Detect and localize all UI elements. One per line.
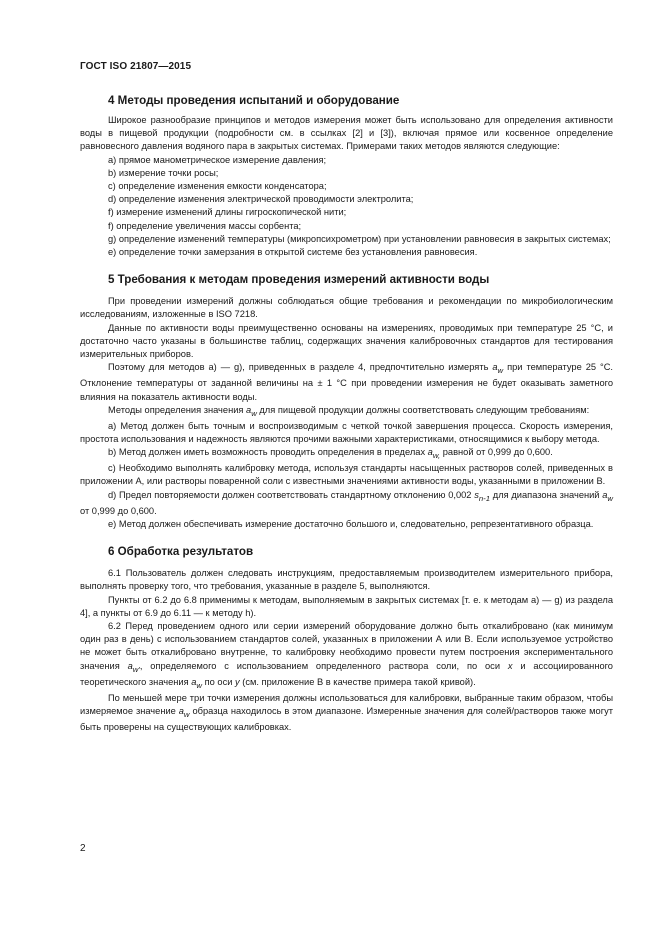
requirement-item: а) Метод должен быть точным и воспроизводимым с четкой точкой завершения процесса. Скорость измерения, простота использования и надежность являются прочими важными характеристиками, относящимися к выбору метода. — [80, 420, 613, 444]
paragraph: 6.1 Пользователь должен следовать инструкциям, предоставляемым производителем измерительного прибора, выполнять проверку того, что требования, указанные в разделе 5, выполняются. — [80, 568, 613, 592]
paragraph: Методы определения значения $a_w$ для пищевой продукции должны соответствовать следующим требованиям: — [108, 404, 590, 418]
section-4-title: 4 Методы проведения испытаний и оборудование — [108, 94, 400, 107]
method-item: а) прямое манометрическое измерение давления; — [108, 154, 327, 165]
paragraph: 6.2 Перед проведением одного или серии измерений оборудование должно быть откалибровано (как минимум один раз в день) с использованием стандартов солей, указанных в приложении А или В. Если используемое устройство не может быть откалибровано внутренне, то калибровку необходимо провести путем построения экспериментального значения $a_{w'}$, определяемого с использованием определенного раствора соли, по оси x и ассоциированного теоретического значения $a_w$ по оси y (см. приложение В в качестве примера такой кривой). — [80, 620, 613, 690]
paragraph: При проведении измерений должны соблюдаться общие требования и рекомендации по микробиологическим исследованиям, изложенные в ISO 7218. — [80, 296, 613, 320]
section-6-title: 6 Обработка результатов — [108, 545, 254, 559]
requirement-item: e) Метод должен обеспечивать измерение достаточно большого и, следовательно, репрезентативного образца. — [108, 518, 594, 529]
method-item: c) определение изменения емкости конденсатора; — [108, 181, 327, 192]
method-item: b) измерение точки росы; — [108, 167, 219, 178]
requirement-item: d) Предел повторяемости должен соответствовать стандартному отклонению 0,002 $s_{n-1}$ для диапазона значений $a_w$ от 0,999 до 0,600. — [80, 489, 613, 516]
document-code: ГОСТ ISO 21807—2015 — [80, 61, 192, 72]
section-5-title: 5 Требования к методам проведения измерений активности воды — [108, 273, 490, 287]
method-item: f) определение увеличения массы сорбента; — [108, 220, 302, 231]
paragraph: По меньшей мере три точки измерения должны использоваться для калибровки, выбранные таким образом, чтобы измеряемое значение $a_w$ образца находилось в этом диапазоне. Измеренные значения для солей/растворов также могут быть проверены на существующих калибровках. — [80, 692, 613, 732]
section-4-intro: Широкое разнообразие принципов и методов измерения может быть использовано для определения активности воды в пищевой продукции (подробности см. в ссылках [2] и [3]), включая прямое или косвенное определение равновесного давления водяного пара в закрытых системах. Примерами таких методов являются следующие: — [80, 115, 613, 152]
page-content — [80, 92, 613, 734]
paragraph: Поэтому для методов а) — g), приведенных в разделе 4, предпочтительно измерять $a_w$ при температуре 25 °С. Отклонение температуры от заданной величины на ± 1 °С при проведении измерения не будет оказывать заметного влияния на показатель активности воды. — [80, 362, 613, 402]
requirement-item: b) Метод должен иметь возможность проводить определения в пределах $a_{w,}$ равной от 0,999 до 0,600. — [108, 447, 553, 461]
method-item: e) определение точки замерзания в открытой системе без установления равновесия. — [108, 247, 478, 258]
page-number: 2 — [80, 843, 86, 854]
method-item: g) определение изменений температуры (микропсихрометром) при установлении равновесия в закрытых системах; — [108, 233, 611, 244]
paragraph: Данные по активности воды преимущественно основаны на измерениях, проводимых при температуре 25 °С, и достаточно часто указаны в большинстве таблиц, содержащих значения калибровочных стандартов для тестирования измерительных приборов. — [80, 322, 613, 360]
paragraph: Пункты от 6.2 до 6.8 применимы к методам, выполняемым в закрытых системах [т. е. к методам а) — g) из раздела 4], а пункты от 6.9 до 6.11 — к методу h). — [80, 594, 613, 618]
requirement-item: c) Необходимо выполнять калибровку метода, используя стандарты насыщенных растворов солей, приведенных в приложении А, или растворы поваренной соли с известными значениями активности воды, указанными в приложении В. — [80, 463, 613, 487]
method-item: f) измерение изменений длины гигроскопической нити; — [108, 207, 347, 218]
method-item: d) определение изменения электрической проводимости электролита; — [108, 194, 414, 205]
